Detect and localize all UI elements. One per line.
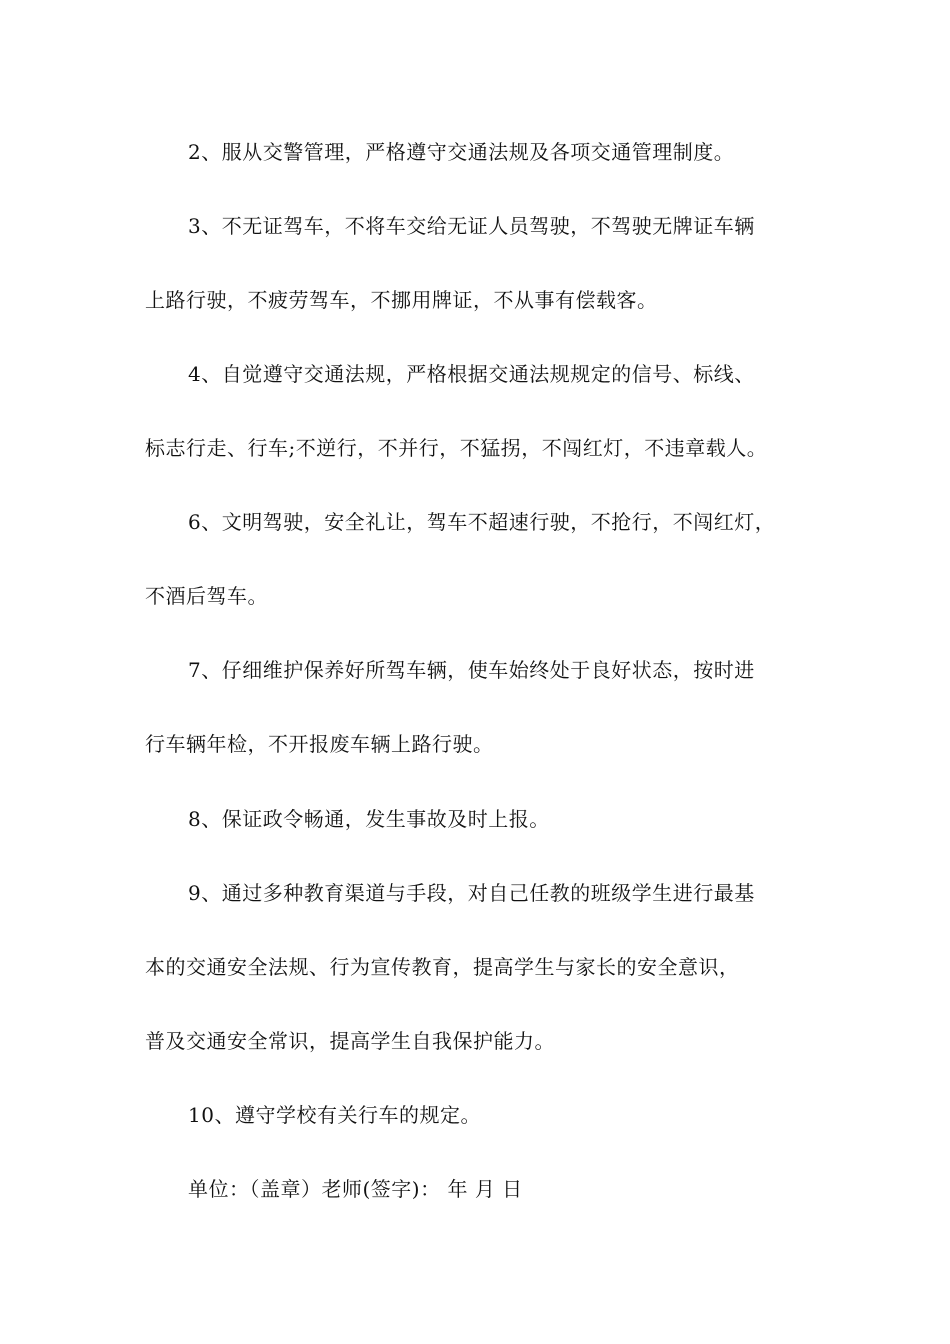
clause-9-line-3: 普及交通安全常识，提高学生自我保护能力。	[145, 1029, 555, 1053]
clause-3-line-1: 3、不无证驾车，不将车交给无证人员驾驶，不驾驶无牌证车辆	[188, 214, 755, 238]
clause-4-line-2: 标志行走、行车;不逆行，不并行，不猛拐，不闯红灯，不违章载人。	[145, 436, 768, 460]
clause-8: 8、保证政令畅通，发生事故及时上报。	[188, 807, 550, 831]
clause-9-line-2: 本的交通安全法规、行为宣传教育，提高学生与家长的安全意识，	[145, 955, 740, 979]
clause-4-line-1: 4、自觉遵守交通法规，严格根据交通法规规定的信号、标线、	[188, 362, 755, 386]
clause-7-line-1: 7、仔细维护保养好所驾车辆，使车始终处于良好状态，按时进	[188, 658, 755, 682]
clause-7-line-2: 行车辆年检，不开报废车辆上路行驶。	[145, 732, 494, 756]
clause-2: 2、服从交警管理，严格遵守交通法规及各项交通管理制度。	[188, 140, 735, 164]
clause-9-line-1: 9、通过多种教育渠道与手段，对自己任教的班级学生进行最基	[188, 881, 755, 905]
clause-6-line-2: 不酒后驾车。	[145, 584, 268, 608]
clause-3-line-2: 上路行驶，不疲劳驾车，不挪用牌证，不从事有偿载客。	[145, 288, 658, 312]
signature-line: 单位：（盖章）老师(签字)： 年 月 日	[188, 1177, 523, 1201]
clause-6-line-1: 6、文明驾驶，安全礼让，驾车不超速行驶，不抢行，不闯红灯，	[188, 510, 776, 534]
clause-10: 10、遵守学校有关行车的规定。	[188, 1103, 481, 1127]
